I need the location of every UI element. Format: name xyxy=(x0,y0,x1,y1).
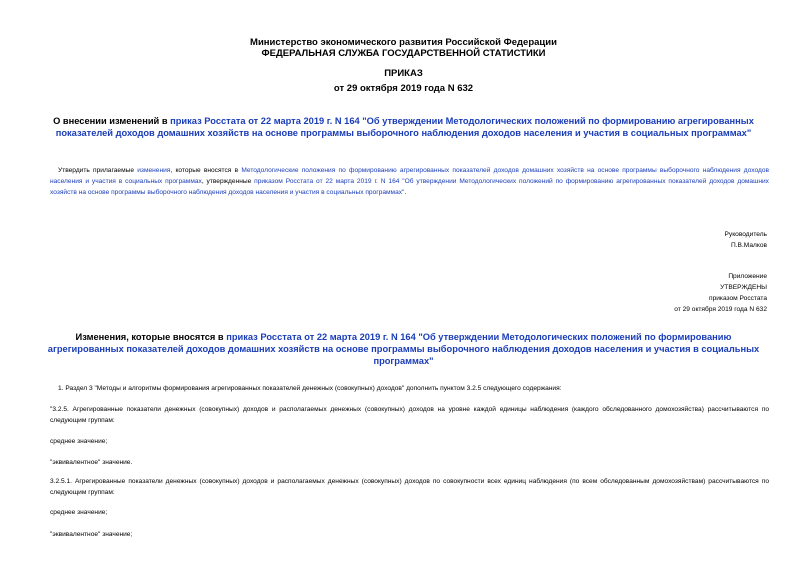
ministry-name: Министерство экономического развития Российской Федерации xyxy=(250,37,557,48)
order-164-link[interactable]: приказом Росстата от 22 марта 2019 г. N 164 "Об утверждении Методологических положений по формированию агрегированных показателей доходов домашних хозяйств на основе программы выборочного наблюдения доходов населения и участия в социальных программах" xyxy=(50,178,769,196)
main-text-2: , которые вносятся в xyxy=(170,167,242,174)
item-1: 1. Раздел 3 "Методы и алгоритмы формирования агрегированных показателей денежных (совокупных) доходов" дополнить пунктом 3.2.5 следующего содержания: xyxy=(58,385,562,392)
item-equivalent-1: "эквивалентное" значение. xyxy=(50,459,133,466)
main-text-3: , утвержденные xyxy=(201,178,255,185)
changes-title-prefix: Изменения, которые вносятся в xyxy=(75,332,227,342)
doc-type: ПРИКАЗ xyxy=(384,68,423,79)
service-name: ФЕДЕРАЛЬНАЯ СЛУЖБА ГОСУДАРСТВЕННОЙ СТАТИСТИКИ xyxy=(261,48,546,59)
signatory-name: П.В.Малков xyxy=(730,242,767,249)
doc-date: от 29 октября 2019 года N 632 xyxy=(333,83,474,94)
title-prefix: О внесении изменений в xyxy=(53,116,171,126)
signatory-role: Руководитель xyxy=(724,231,767,238)
main-text-1: Утвердить прилагаемые xyxy=(58,167,138,174)
item-average-1: среднее значение; xyxy=(50,438,108,445)
appendix-approved: УТВЕРЖДЕНЫ xyxy=(720,284,767,291)
changes-title-order-link[interactable]: приказ Росстата от 22 марта 2019 г. N 164 "Об утверждении Методологических положений по формированию агрегированных показателей доходов домашних хозяйств на основе программы выборочного наблюдения доходов населения и участия в социальных программах" xyxy=(47,332,760,366)
appendix-label: Приложение xyxy=(728,273,767,280)
changes-link[interactable]: изменения xyxy=(137,167,171,174)
changes-title xyxy=(40,331,767,367)
appendix-date: от 29 октября 2019 года N 632 xyxy=(674,306,767,313)
document-title xyxy=(36,115,771,139)
item-average-2: среднее значение; xyxy=(50,509,108,516)
item-3-2-5-1: 3.2.5.1. Агрегированные показатели денежных (совокупных) доходов и располагаемых денежных (совокупных) доходов по совокупности всех единиц наблюдения (по всем обследованным домохозяйствам) рассчитываются по следующим группам: xyxy=(50,478,769,496)
item-equivalent-2: "эквивалентное" значение; xyxy=(50,531,133,538)
item-3-2-5: "3.2.5. Агрегированные показатели денежных (совокупных) доходов и располагаемых денежных (совокупных) доходов на уровне каждой единицы наблюдения (каждого обследованного домохозяйства) рассчитываются по следующим группам: xyxy=(50,406,769,424)
main-paragraph xyxy=(50,165,769,198)
methodology-link[interactable]: Методологические положения по формированию агрегированных показателей доходов домашних хозяйств на основе программы выборочного наблюдения доходов населения и участия в социальных программах xyxy=(50,167,769,185)
title-order-link[interactable]: приказ Росстата от 22 марта 2019 г. N 164 "Об утверждении Методологических положений по формированию агрегированных показателей доходов домашних хозяйств на основе программы выборочного наблюдения доходов населения и участия в социальных программах" xyxy=(55,116,754,138)
main-text-4: . xyxy=(404,189,407,196)
appendix-by-order: приказом Росстата xyxy=(709,295,767,302)
